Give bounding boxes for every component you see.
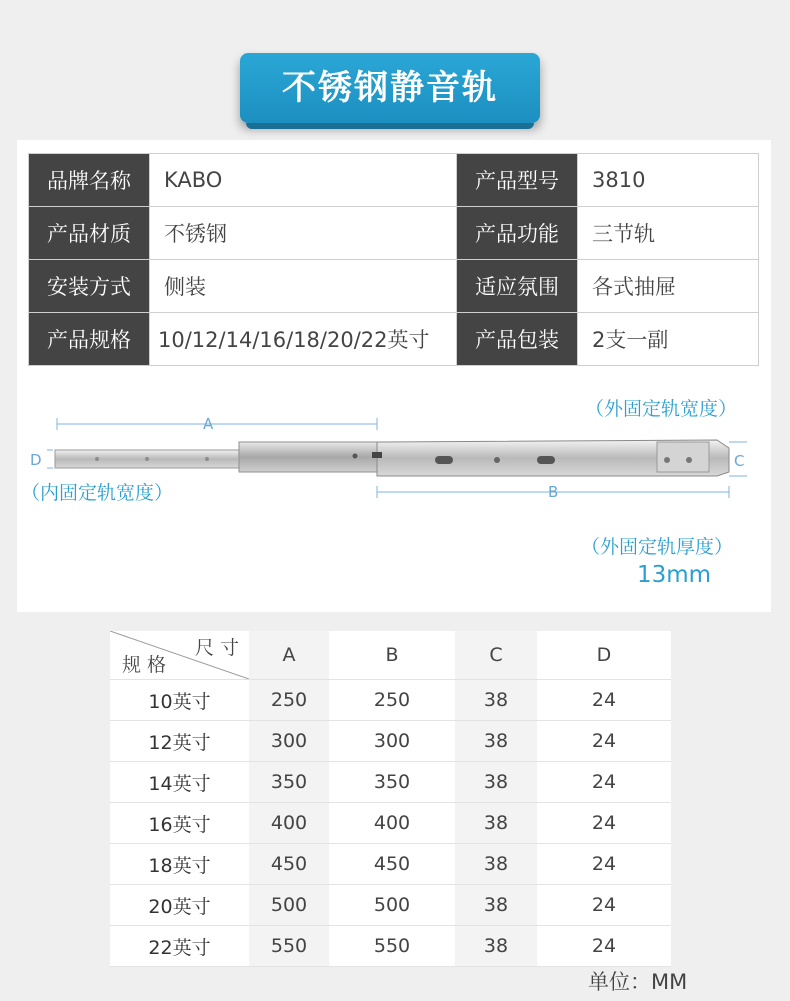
- spec-key: 产品规格: [29, 313, 150, 366]
- cell-d: 24: [537, 721, 671, 762]
- cell-a: 500: [249, 885, 329, 926]
- cell-b: 450: [329, 844, 455, 885]
- spec-key: 安装方式: [29, 260, 150, 313]
- spec-value: 各式抽屉: [578, 260, 759, 313]
- cell-c: 38: [455, 885, 537, 926]
- row-size: 20英寸: [110, 885, 249, 926]
- spec-row: [29, 313, 759, 366]
- spec-table: [28, 153, 759, 366]
- dimension-a-label: A: [203, 415, 214, 433]
- row-size: 10英寸: [110, 680, 249, 721]
- cell-d: 24: [537, 680, 671, 721]
- spec-value: 3810: [578, 154, 759, 207]
- cell-a: 450: [249, 844, 329, 885]
- cell-c: 38: [455, 762, 537, 803]
- row-size: 14英寸: [110, 762, 249, 803]
- cell-a: 350: [249, 762, 329, 803]
- cell-b: 400: [329, 803, 455, 844]
- cell-c: 38: [455, 680, 537, 721]
- spec-key: 品牌名称: [29, 154, 150, 207]
- spec-value: KABO: [150, 154, 457, 207]
- spec-key: 产品材质: [29, 207, 150, 260]
- thickness-value: 13mm: [637, 562, 712, 588]
- outer-rail-thickness-label: （外固定轨厚度）: [581, 536, 734, 558]
- spec-row: [29, 260, 759, 313]
- cell-c: 38: [455, 803, 537, 844]
- cell-c: 38: [455, 844, 537, 885]
- cell-d: 24: [537, 803, 671, 844]
- header-b: B: [329, 631, 455, 680]
- table-row: [110, 926, 671, 967]
- header-a: A: [249, 631, 329, 680]
- size-header-row: [110, 631, 671, 680]
- cell-d: 24: [537, 926, 671, 967]
- size-table: [110, 631, 671, 967]
- corner-top-label: 尺 寸: [194, 637, 239, 659]
- cell-b: 350: [329, 762, 455, 803]
- cell-a: 300: [249, 721, 329, 762]
- spec-key: 适应氛围: [457, 260, 578, 313]
- table-row: [110, 885, 671, 926]
- corner-header: [110, 631, 249, 680]
- cell-d: 24: [537, 885, 671, 926]
- table-row: [110, 680, 671, 721]
- cell-b: 550: [329, 926, 455, 967]
- row-size: 12英寸: [110, 721, 249, 762]
- dimension-c-label: C: [734, 452, 745, 470]
- spec-value: 不锈钢: [150, 207, 457, 260]
- table-row: [110, 803, 671, 844]
- spec-value: 侧装: [150, 260, 457, 313]
- spec-key: 产品功能: [457, 207, 578, 260]
- table-row: [110, 844, 671, 885]
- inner-rail-width-label: （内固定轨宽度）: [21, 482, 174, 504]
- row-size: 22英寸: [110, 926, 249, 967]
- corner-bottom-label: 规 格: [122, 654, 167, 676]
- rail-diagram: [17, 380, 771, 610]
- cell-c: 38: [455, 721, 537, 762]
- dimension-d-label: D: [30, 451, 42, 469]
- table-row: [110, 721, 671, 762]
- cell-d: 24: [537, 844, 671, 885]
- row-size: 18英寸: [110, 844, 249, 885]
- spec-value: 三节轨: [578, 207, 759, 260]
- spec-value: 2支一副: [578, 313, 759, 366]
- cell-d: 24: [537, 762, 671, 803]
- spec-key: 产品包装: [457, 313, 578, 366]
- cell-b: 300: [329, 721, 455, 762]
- cell-a: 250: [249, 680, 329, 721]
- page-title: 不锈钢静音轨: [240, 53, 540, 123]
- cell-c: 38: [455, 926, 537, 967]
- row-size: 16英寸: [110, 803, 249, 844]
- outer-rail-width-label: （外固定轨宽度）: [585, 398, 738, 420]
- spec-key: 产品型号: [457, 154, 578, 207]
- table-row: [110, 762, 671, 803]
- header-d: D: [537, 631, 671, 680]
- cell-b: 500: [329, 885, 455, 926]
- spec-row: [29, 207, 759, 260]
- dimension-b-label: B: [548, 483, 559, 501]
- cell-a: 400: [249, 803, 329, 844]
- cell-a: 550: [249, 926, 329, 967]
- spec-row: [29, 154, 759, 207]
- header-c: C: [455, 631, 537, 680]
- spec-value: 10/12/14/16/18/20/22英寸: [150, 313, 457, 366]
- cell-b: 250: [329, 680, 455, 721]
- unit-label: 单位：MM: [588, 970, 688, 994]
